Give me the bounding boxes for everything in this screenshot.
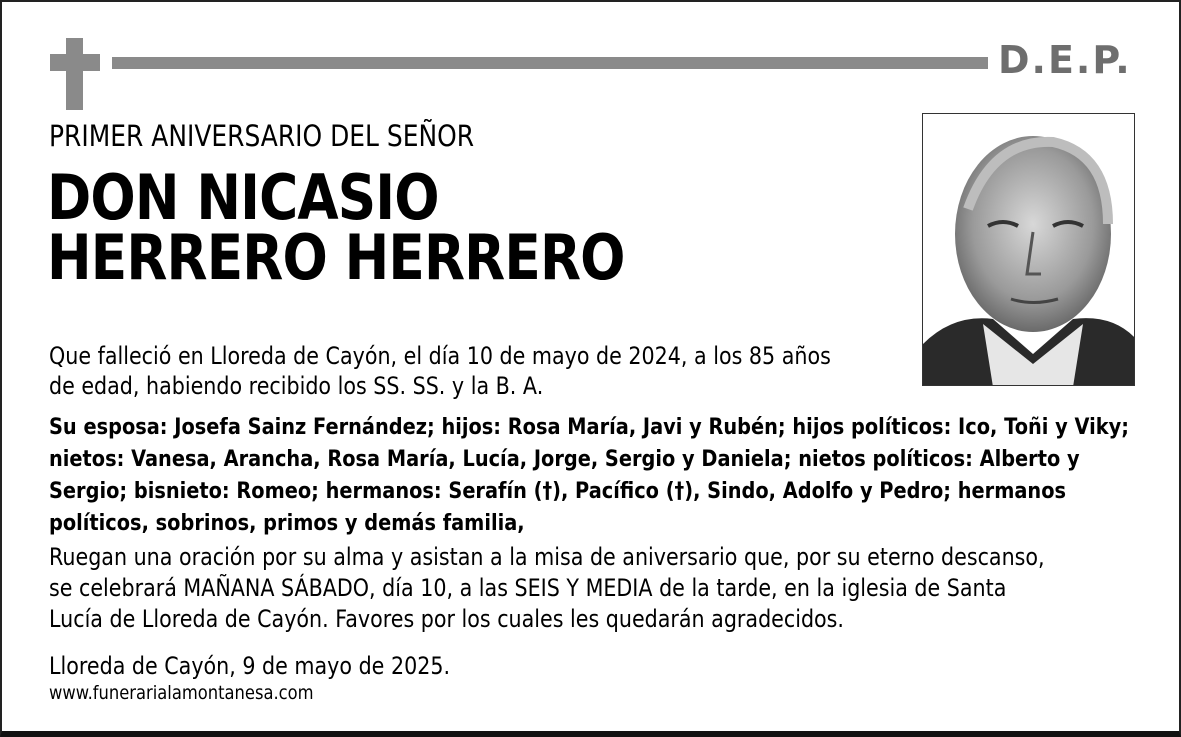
header-rule [112, 57, 988, 69]
prayer-line: Ruegan una oración por su alma y asistan a la misa de aniversario que, por su eterno descanso, [49, 543, 1045, 571]
death-line: Que falleció en Lloreda de Cayón, el día 10 de mayo de 2024, a los 85 años [49, 342, 831, 370]
anniversary-heading: PRIMER ANIVERSARIO DEL SEÑOR [49, 119, 475, 153]
name-line-2: HERRERO HERRERO [47, 221, 625, 294]
cross-icon-arm [50, 54, 100, 71]
name-line-1: DON NICASIO [47, 161, 439, 234]
death-notice [49, 341, 831, 401]
place-date: Lloreda de Cayón, 9 de mayo de 2025. [49, 652, 451, 680]
cross-icon [66, 38, 83, 110]
family-line: políticos, sobrinos, primos y demás familia, [49, 510, 525, 536]
prayer-request [49, 542, 1045, 635]
family-line: Su esposa: Josefa Sainz Fernández; hijos: Rosa María, Javi y Rubén; hijos políticos: Ico, Toñi y Viky; [49, 414, 1130, 440]
family-list [49, 411, 1129, 539]
prayer-line: Lucía de Lloreda de Cayón. Favores por los cuales les quedarán agradecidos. [49, 605, 845, 633]
prayer-line: se celebrará MAÑANA SÁBADO, día 10, a las SEIS Y MEDIA de la tarde, en la iglesia de Santa [49, 574, 1007, 602]
family-line: Sergio; bisnieto: Romeo; hermanos: Serafín (†), Pacífico (†), Sindo, Adolfo y Pedro; hermanos [49, 478, 1067, 504]
dep-label: D.E.P. [998, 38, 1132, 82]
family-line: nietos: Vanesa, Arancha, Rosa María, Lucía, Jorge, Sergio y Daniela; nietos políticos: Alberto y [49, 446, 1080, 472]
portrait-image [923, 114, 1135, 386]
deceased-name [47, 161, 625, 294]
death-line: de edad, habiendo recibido los SS. SS. y la B. A. [49, 372, 544, 400]
website-link[interactable]: www.funerarialamontanesa.com [49, 682, 314, 704]
portrait-photo [922, 113, 1135, 386]
